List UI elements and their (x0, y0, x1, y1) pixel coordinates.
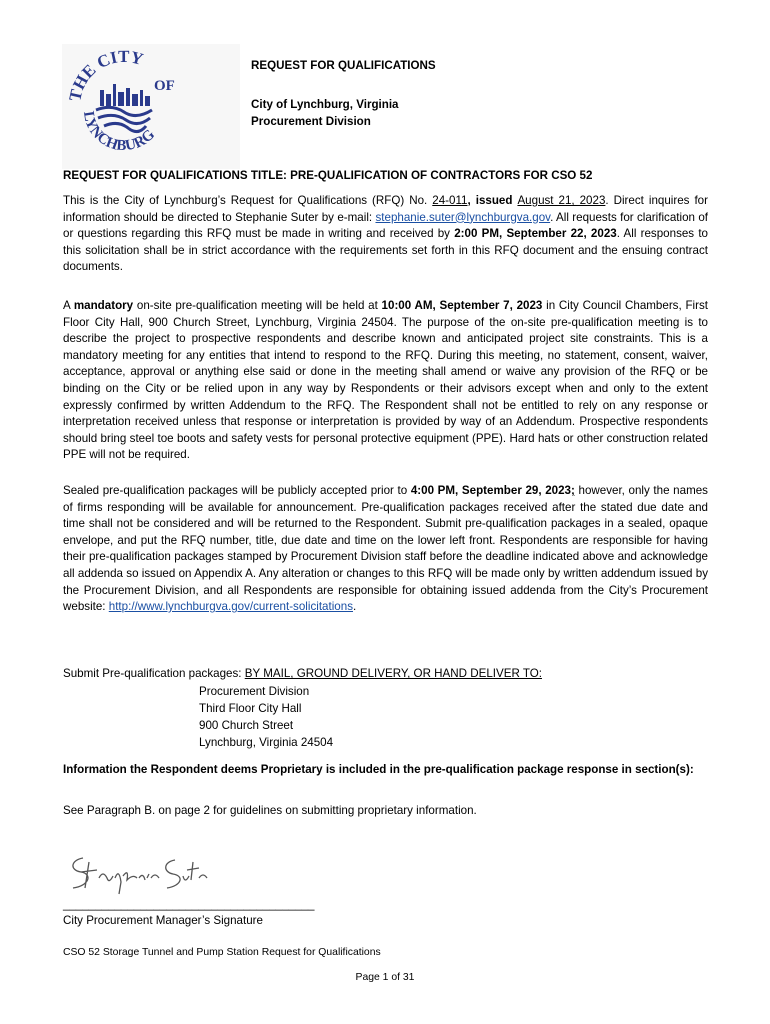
footer-project-title: CSO 52 Storage Tunnel and Pump Station Request for Qualifications (63, 947, 381, 958)
address-line: 900 Church Street (199, 719, 294, 732)
proprietary-note: See Paragraph B. on page 2 for guidelines on submitting proprietary information. (63, 804, 477, 817)
meeting-datetime: 10:00 AM, September 7, 2023 (381, 299, 543, 312)
meeting-paragraph: A mandatory on-site pre-qualification meeting will be held at 10:00 AM, September 7, 2023 in City Council Chambers, First Floor City Hall, 900 Church Street, Lynchburg, Virginia 24504. The purpose of the on-site pre-qualification meeting is to describe the project to prospective respondents and describe known and anticipated project site constraints. This is a mandatory meeting for any entities that intend to respond to the RFQ. During this meeting, no statement, consent, waiver, acceptance, approval or anything else said or done in the meeting shall amend or waive any provision of the RFQ or be binding on the City or be relied upon in any way by Respondents or their advisors except when and only to the extent expressly confirmed by written Addendum to the RFQ. The Respondent shall not be entitled to rely on any response or interpretation received unless that response or interpretation is provided by way of an Addendum. Prospective respondents should bring steel toe boots and safety vests for personal protective equipment (PPE). Hard hats or other construction related PPE will not be required. (63, 299, 708, 462)
logo-text-of: OF (154, 78, 175, 94)
signature-line: _______________________________________ (63, 898, 315, 911)
rfq-number: 24-011 (432, 194, 468, 207)
skyline-icon (100, 84, 150, 106)
page-number: Page 1 of 31 (355, 972, 415, 983)
address-line: Third Floor City Hall (199, 702, 302, 715)
intro-paragraph: This is the City of Lynchburg’s Request for Qualifications (RFQ) No. 24-011, issued August 21, 2023. Direct inquires for information should be directed to Stephanie Suter by e-mail: stephanie.suter@lynchburgva.gov. All requests for clarification of or questions regarding this RFQ must be made in writing and received by 2:00 PM, September 22, 2023. All responses to this solicitation shall be in strict accordance with the requirements set forth in this RFQ document and the ensuing contract documents. (63, 194, 709, 274)
address-line: Lynchburg, Virginia 24504 (199, 736, 334, 749)
issue-date: August 21, 2023 (517, 194, 606, 207)
org-name: City of Lynchburg, Virginia (251, 98, 399, 111)
proprietary-heading: Information the Respondent deems Proprietary is included in the pre-qualification package response in section(s): (63, 763, 694, 776)
signature-caption: City Procurement Manager’s Signature (63, 914, 263, 927)
solicitations-link[interactable]: http://www.lynchburgva.gov/current-solicitations (108, 600, 353, 614)
address-line: Procurement Division (199, 685, 310, 698)
mailing-address (199, 683, 333, 751)
submit-instruction: Submit Pre-qualification packages: BY MAIL, GROUND DELIVERY, OR HAND DELIVER TO: (63, 667, 542, 680)
contact-email-link[interactable]: stephanie.suter@lynchburgva.gov (375, 210, 551, 224)
document-type: REQUEST FOR QUALIFICATIONS (251, 59, 436, 72)
handwritten-signature (63, 848, 213, 898)
rfq-title: REQUEST FOR QUALIFICATIONS TITLE: PRE-QUALIFICATION OF CONTRACTORS FOR CSO 52 (63, 169, 593, 182)
org-division: Procurement Division (251, 115, 371, 128)
river-icon (96, 107, 152, 131)
due-datetime: 4:00 PM, September 29, 2023 (410, 484, 571, 497)
submission-paragraph: Sealed pre-qualification packages will be publicly accepted prior to 4:00 PM, September 29, 2023; however, only the names of firms responding will be available for announcement. Pre-qualification packages received after the stated due date and time shall not be considered and will be returned to the Respondent. Submit pre-qualification packages in a sealed, opaque envelope, and put the RFQ number, title, due date and time on the lower left front. Respondents are responsible for having their pre-qualification packages stamped by Procurement Division staff before the deadline indicated above and acknowledge all addenda so issued on Appendix A. Any alteration or changes to this RFQ will be made only by written addendum issued by the Procurement Division, and all Respondents are responsible for obtaining issued addenda from the City’s Procurement website: http://www.lynchburgva.gov/current-solicitations. (63, 484, 708, 614)
inquiry-deadline: 2:00 PM, September 22, 2023 (454, 227, 617, 241)
logo-text-top: THE CITY (65, 46, 146, 103)
city-logo (62, 44, 240, 169)
delivery-method: BY MAIL, GROUND DELIVERY, OR HAND DELIVER TO: (244, 667, 542, 680)
logo-text-bottom: LYNCHBURG (79, 110, 159, 155)
